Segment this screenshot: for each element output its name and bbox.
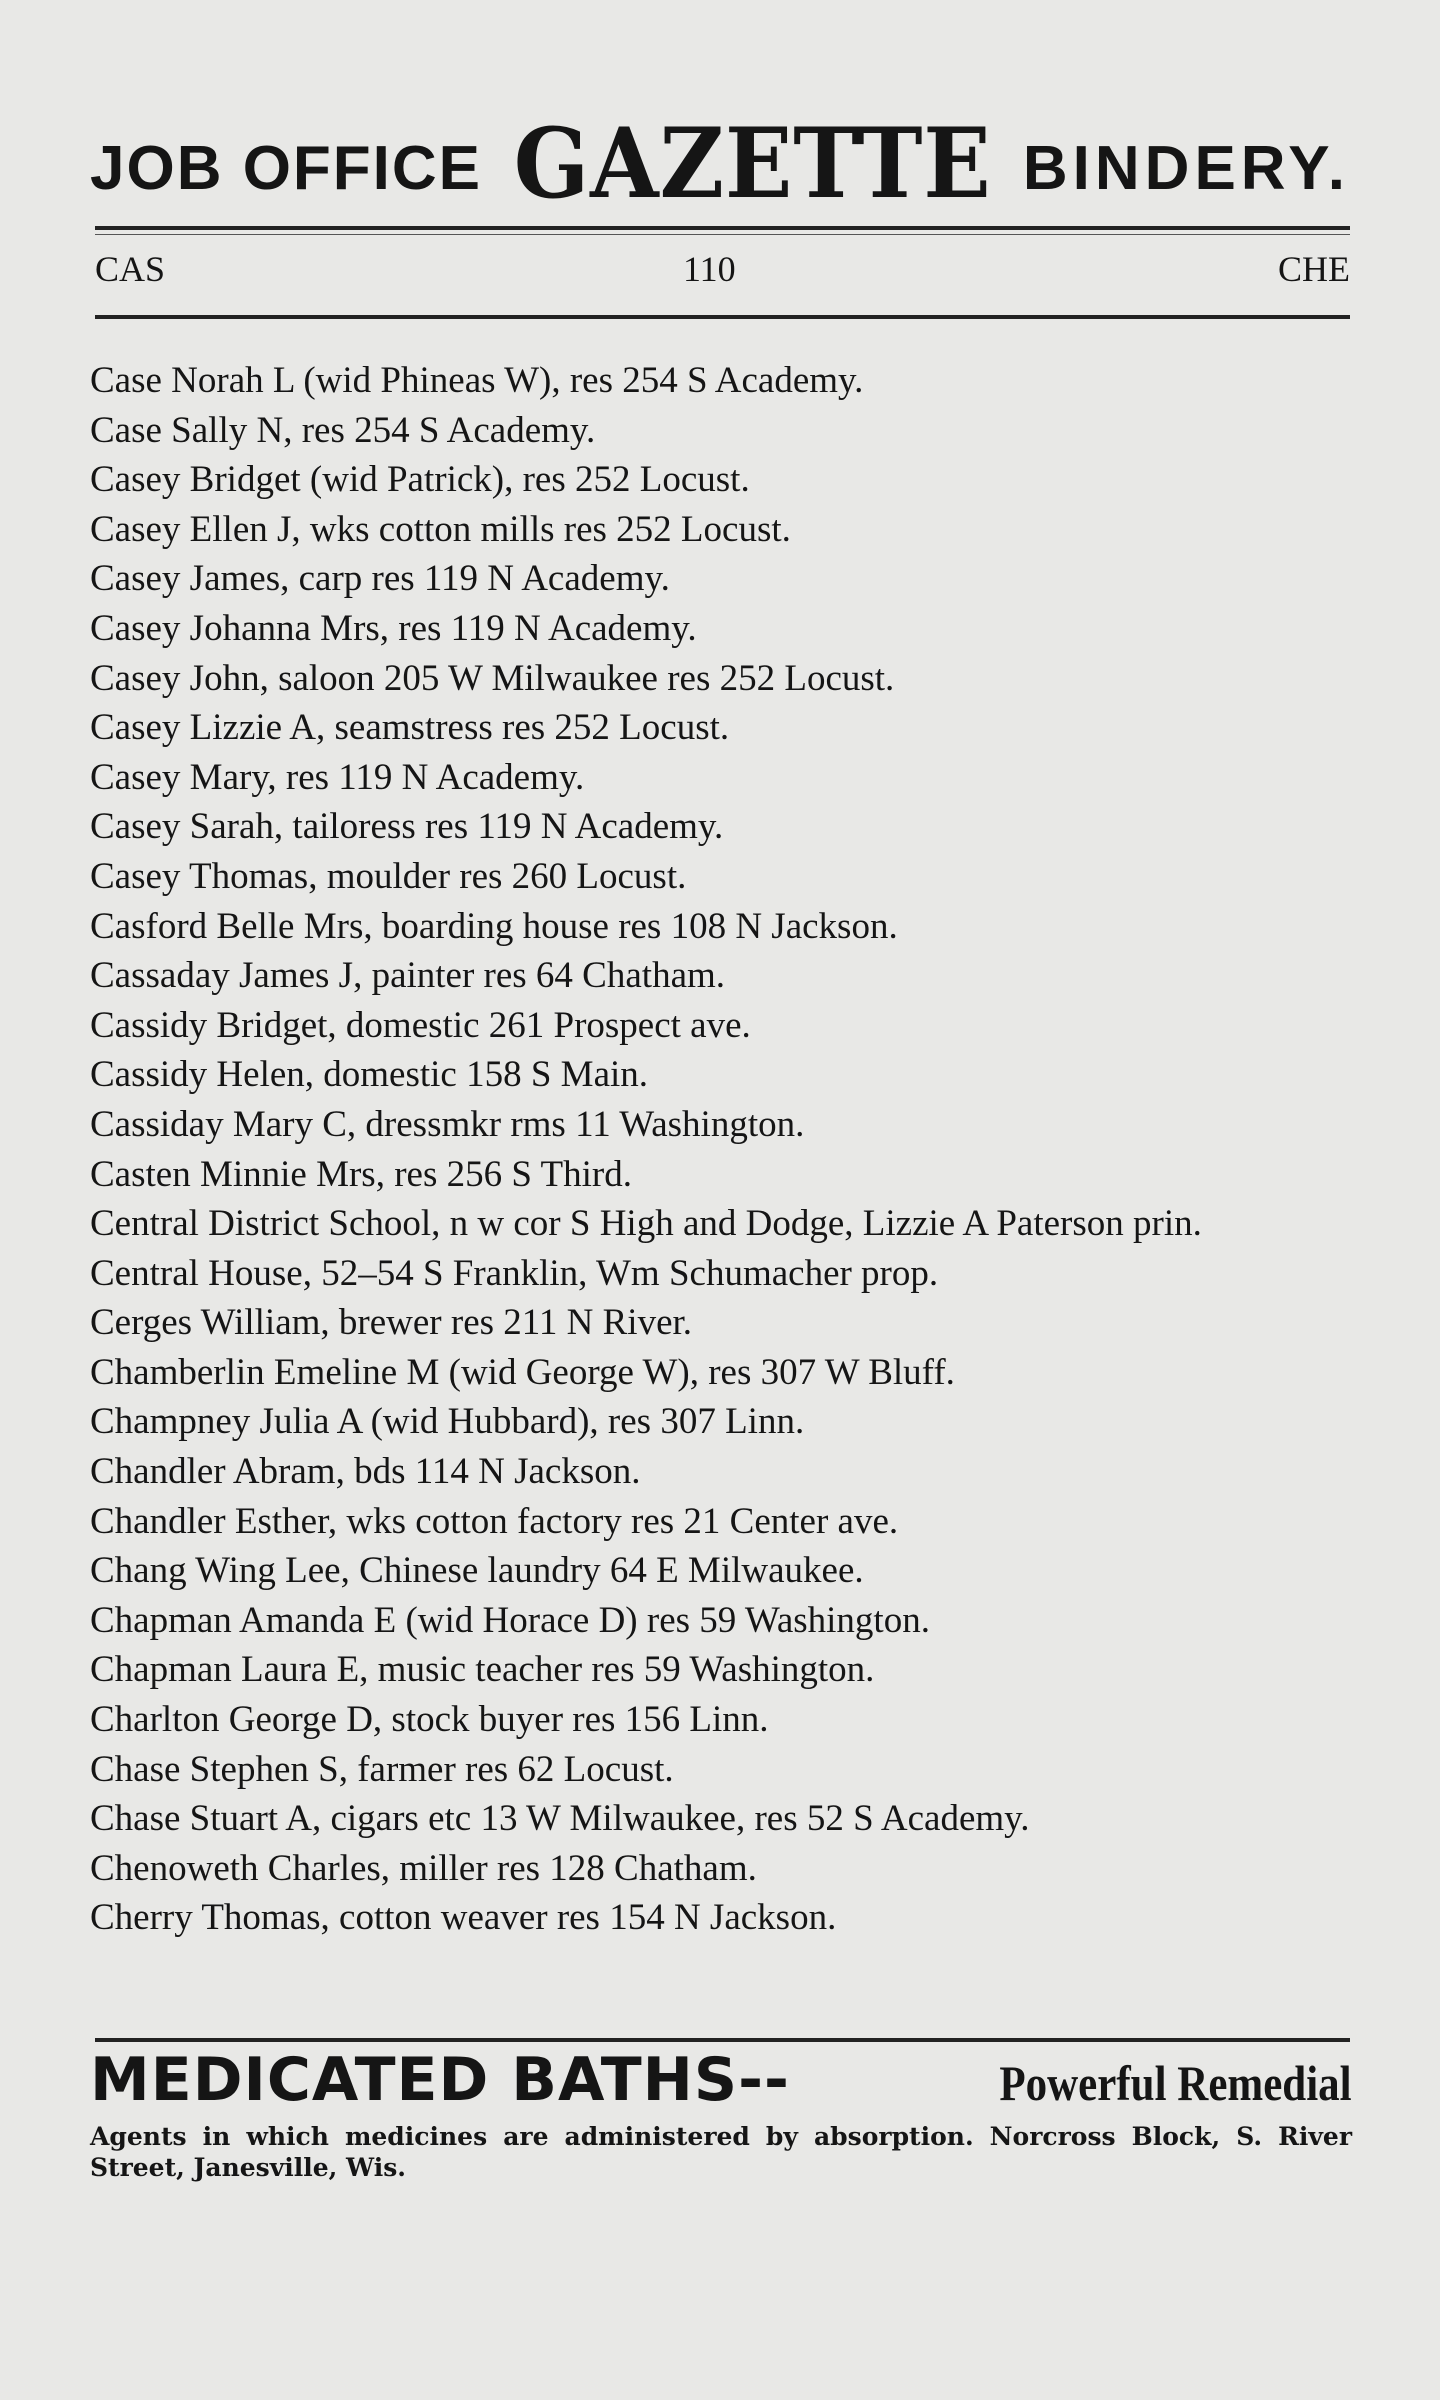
directory-entry: Cassiday Mary C, dressmkr rms 11 Washington. xyxy=(90,1103,805,1145)
directory-entry: Casten Minnie Mrs, res 256 S Third. xyxy=(90,1153,632,1195)
directory-entry: Casey John, saloon 205 W Milwaukee res 252 Locust. xyxy=(90,657,895,699)
directory-entry: Chandler Abram, bds 114 N Jackson. xyxy=(90,1451,641,1493)
directory-entry: Champney Julia A (wid Hubbard), res 307 Linn. xyxy=(90,1401,805,1443)
directory-entry: Charlton George D, stock buyer res 156 Linn. xyxy=(90,1699,769,1741)
running-head-start: CAS xyxy=(95,249,166,289)
directory-entry: Casey Lizzie A, seamstress res 252 Locust. xyxy=(90,707,730,749)
directory-entry: Casey Thomas, moulder res 260 Locust. xyxy=(90,855,687,897)
top-rule xyxy=(95,226,1350,230)
directory-entry: Case Norah L (wid Phineas W), res 254 S Academy. xyxy=(90,360,864,401)
directory-entry: Casford Belle Mrs, boarding house res 108 N Jackson. xyxy=(90,905,898,947)
directory-entry: Chang Wing Lee, Chinese laundry 64 E Milwaukee. xyxy=(90,1550,864,1592)
ad-title-line xyxy=(90,2045,1352,2115)
advertisement xyxy=(90,2045,1352,2183)
running-head xyxy=(95,248,1350,298)
banner-gazette: GAZETTE xyxy=(513,107,992,220)
ad-headline: MEDICATED BATHS-- xyxy=(90,2045,790,2115)
directory-entries xyxy=(90,356,1352,1943)
ad-body: Agents in which medicines are administered by absorption. Norcross Block, S. River Street, Janesville, Wis. xyxy=(90,2122,1352,2182)
directory-entry: Casey Mary, res 119 N Academy. xyxy=(90,756,585,798)
top-rule-thin xyxy=(95,234,1350,235)
directory-entry: Chenoweth Charles, miller res 128 Chatham. xyxy=(90,1847,757,1889)
directory-entry: Chase Stuart A, cigars etc 13 W Milwaukee, res 52 S Academy. xyxy=(90,1798,1030,1840)
directory-entry: Chapman Amanda E (wid Horace D) res 59 Washington. xyxy=(90,1599,930,1641)
directory-entry: Case Sally N, res 254 S Academy. xyxy=(90,409,596,451)
directory-entry: Casey Ellen J, wks cotton mills res 252 Locust. xyxy=(90,508,791,550)
ad-subhead: Powerful Remedial xyxy=(999,2055,1352,2111)
directory-entry: Cassidy Helen, domestic 158 S Main. xyxy=(90,1054,649,1096)
directory-entry: Casey Bridget (wid Patrick), res 252 Locust. xyxy=(90,459,750,501)
directory-entry: Casey Sarah, tailoress res 119 N Academy. xyxy=(90,806,724,848)
directory-entry: Central District School, n w cor S High and Dodge, Lizzie A Paterson prin. xyxy=(90,1203,1202,1245)
banner-bindery: BINDERY. xyxy=(1022,134,1350,203)
directory-entry: Casey Johanna Mrs, res 119 N Academy. xyxy=(90,607,697,649)
directory-entry: Cassaday James J, painter res 64 Chatham. xyxy=(90,955,726,997)
directory-entry: Cerges William, brewer res 211 N River. xyxy=(90,1302,693,1344)
directory-entry: Cassidy Bridget, domestic 261 Prospect ave. xyxy=(90,1004,751,1046)
directory-entry: Chandler Esther, wks cotton factory res 21 Center ave. xyxy=(90,1500,899,1542)
directory-entry: Casey James, carp res 119 N Academy. xyxy=(90,558,670,600)
header-rule xyxy=(95,315,1350,319)
directory-entry: Chamberlin Emeline M (wid George W), res 307 W Bluff. xyxy=(90,1351,955,1393)
directory-entry: Chapman Laura E, music teacher res 59 Washington. xyxy=(90,1649,875,1691)
footer-rule xyxy=(95,2038,1350,2042)
directory-entry: Chase Stephen S, farmer res 62 Locust. xyxy=(90,1748,674,1790)
page-number: 110 xyxy=(683,249,736,289)
banner-job-office: JOB OFFICE xyxy=(90,134,483,203)
directory-entry: Cherry Thomas, cotton weaver res 154 N Jackson. xyxy=(90,1897,837,1939)
directory-entry: Central House, 52–54 S Franklin, Wm Schumacher prop. xyxy=(90,1252,939,1294)
header-banner xyxy=(90,92,1350,220)
running-head-end: CHE xyxy=(1278,249,1350,289)
